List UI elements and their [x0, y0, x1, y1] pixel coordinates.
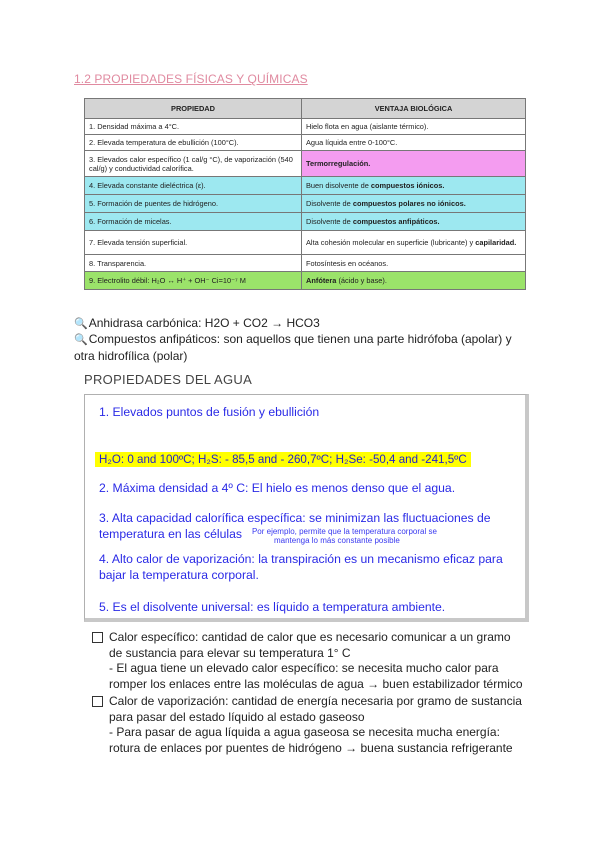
note-text: Anhidrasa carbónica: H2O + CO2 → HCO3	[88, 316, 320, 330]
table-row	[85, 231, 526, 255]
column-header-advantage: VENTAJA BIOLÓGICA	[302, 99, 526, 119]
column-header-property: PROPIEDAD	[85, 99, 302, 119]
point-3-text: temperatura en las células	[99, 527, 242, 541]
checklist-item-specific-heat: Calor específico: cantidad de calor que es necesario comunicar a un gramo de sustancia para elevar su temperatura 1° C - El agua tiene un elevado calor específico: se necesita mucho calor para romper los enlaces entre las moléculas de agua → buen estabilizador térmico	[92, 630, 532, 692]
note-text: Compuestos anfipáticos: son aquellos que tienen una parte hidrófoba (apolar) y otra hidrofílica (polar)	[74, 332, 512, 363]
table-row	[85, 272, 526, 290]
point-3-line-1: 3. Alta capacidad calorífica específica: se minimizan las fluctuaciones de	[99, 511, 491, 525]
advantage-cell: Hielo flota en agua (aislante térmico).	[302, 119, 526, 135]
table-row	[85, 213, 526, 231]
point-4-line-2: bajar la temperatura corporal.	[99, 568, 259, 582]
magnifier-icon: 🔍	[74, 334, 88, 346]
property-cell: 4. Elevada constante dieléctrica (ε).	[85, 177, 302, 195]
advantage-cell: Disolvente de compuestos polares no iónicos.	[302, 195, 526, 213]
note-amphipathic	[74, 332, 524, 364]
highlight-boiling-points: H₂O: 0 and 100ºC; H₂S: - 85,5 and - 260,7ºC; H₂Se: -50,4 and -241,5ºC	[95, 452, 471, 467]
advantage-cell: Alta cohesión molecular en superficie (lubricante) y capilaridad.	[302, 231, 526, 255]
point-1: 1. Elevados puntos de fusión y ebullición	[99, 405, 320, 419]
advantage-cell: Fotosíntesis en océanos.	[302, 255, 526, 272]
property-cell: 3. Elevados calor específico (1 cal/g °C), de vaporización (540 cal/g) y conductividad calorífica.	[85, 151, 302, 177]
properties-table	[84, 98, 526, 290]
property-cell: 7. Elevada tensión superficial.	[85, 231, 302, 255]
property-cell: 2. Elevada temperatura de ebullición (100°C).	[85, 135, 302, 151]
advantage-cell: Termorregulación.	[302, 151, 526, 177]
table-row	[85, 255, 526, 272]
table-row	[85, 177, 526, 195]
table-row	[85, 195, 526, 213]
advantage-cell: Disolvente de compuestos anfipáticos.	[302, 213, 526, 231]
advantage-cell: Anfótera (ácido y base).	[302, 272, 526, 290]
point-3-line-2	[99, 527, 437, 545]
table-row	[85, 151, 526, 177]
table-row	[85, 119, 526, 135]
water-properties-figure	[84, 372, 530, 620]
property-cell: 6. Formación de micelas.	[85, 213, 302, 231]
property-cell: 9. Electrolito débil: H₂O ↔ H⁺ + OH⁻ Ci=10⁻⁷ M	[85, 272, 302, 290]
magnifier-icon: 🔍	[74, 318, 88, 330]
property-cell: 1. Densidad máxima a 4°C.	[85, 119, 302, 135]
point-5: 5. Es el disolvente universal: es líquido a temperatura ambiente.	[99, 600, 446, 614]
figure-title: PROPIEDADES DEL AGUA	[84, 372, 253, 387]
checkbox-icon[interactable]	[92, 632, 103, 643]
note-carbonic-anhydrase	[74, 316, 524, 333]
checklist-item-vaporization-heat: Calor de vaporización: cantidad de energía necesaria por gramo de sustancia para pasar del estado líquido al estado gaseoso - Para pasar de agua líquida a agua gaseosa se necesita mucha energía: rotura de enlaces por puentes de hidrógeno → buena sustancia refrigerante	[92, 694, 532, 756]
property-cell: 8. Transparencia.	[85, 255, 302, 272]
table-header-row	[85, 99, 526, 119]
point-3-note: Por ejemplo, permite que la temperatura corporal se mantenga lo más constante posible	[251, 527, 437, 545]
checkbox-icon[interactable]	[92, 696, 103, 707]
table-row	[85, 135, 526, 151]
advantage-cell: Agua líquida entre 0-100°C.	[302, 135, 526, 151]
point-4-line-1: 4. Alto calor de vaporización: la transpiración es un mecanismo eficaz para	[99, 552, 503, 566]
property-cell: 5. Formación de puentes de hidrógeno.	[85, 195, 302, 213]
advantage-cell: Buen disolvente de compuestos iónicos.	[302, 177, 526, 195]
point-2: 2. Máxima densidad a 4º C: El hielo es menos denso que el agua.	[99, 481, 456, 495]
figure-box	[84, 394, 529, 622]
section-heading: 1.2 PROPIEDADES FÍSICAS Y QUÍMICAS	[74, 72, 308, 86]
